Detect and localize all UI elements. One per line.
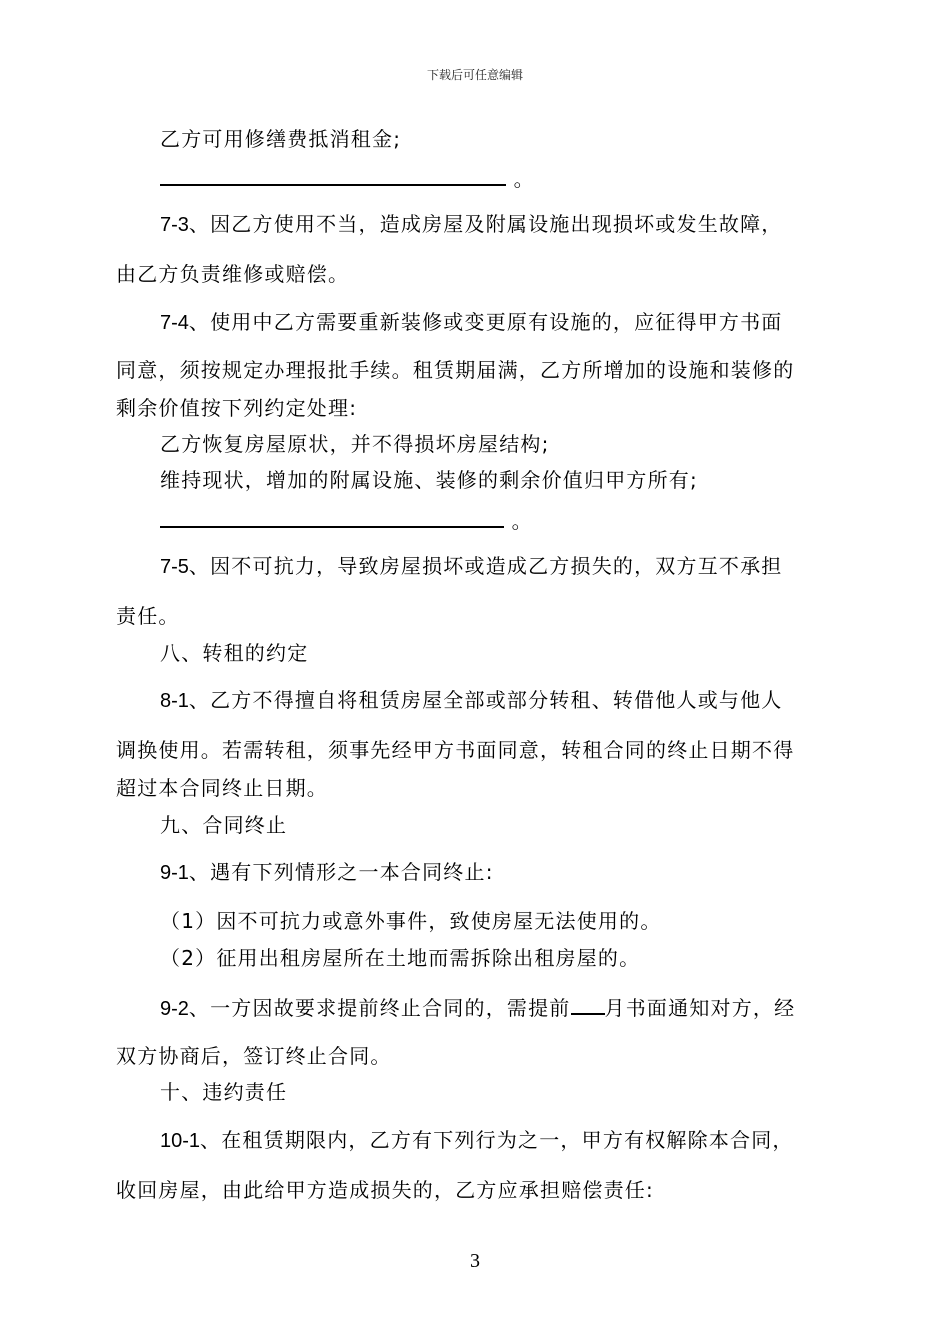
text-line-1 xyxy=(160,125,401,153)
text-line-12 xyxy=(116,602,180,630)
clause-7-4 xyxy=(160,308,783,337)
clause-9-1 xyxy=(160,858,494,887)
clause-number: 9-1 xyxy=(160,862,189,884)
text-line-25 xyxy=(116,1176,654,1204)
line-text: 、因不可抗力，导致房屋损坏或造成乙方损失的，双方互不承担 xyxy=(188,554,783,578)
line-text: 剩余价值按下列约定处理: xyxy=(116,396,358,420)
line-text: 同意，须按规定办理报批手续。租赁期届满，乙方所增加的设施和装修的 xyxy=(116,358,795,382)
clause-number: 7-3 xyxy=(160,214,189,236)
blank-underline[interactable] xyxy=(571,997,605,1015)
text-line-4 xyxy=(116,260,349,288)
line-text: 乙方恢复房屋原状，并不得损坏房屋结构; xyxy=(160,432,550,456)
text-line-7 xyxy=(116,394,357,422)
clause-number: 9-2 xyxy=(160,998,189,1020)
line-text: 、遇有下列情形之一本合同终止: xyxy=(188,860,494,884)
line-text: （2）征用出租房屋所在土地而需拆除出租房屋的。 xyxy=(160,946,641,970)
clause-10-1 xyxy=(160,1126,794,1155)
line-text: 调换使用。若需转租，须事先经甲方书面同意，转租合同的终止日期不得 xyxy=(116,738,795,762)
line-text: 由乙方负责维修或赔偿。 xyxy=(116,262,350,286)
fill-in-line-1 xyxy=(160,165,535,193)
clause-number: 7-5 xyxy=(160,556,189,578)
line-text: 责任。 xyxy=(116,604,180,628)
text-line-8 xyxy=(160,430,550,458)
text-line-9 xyxy=(160,466,698,494)
line-text: （1）因不可抗力或意外事件，致使房屋无法使用的。 xyxy=(160,909,662,933)
line-text: 超过本合同终止日期。 xyxy=(116,776,328,800)
line-text: 、一方因故要求提前终止合同的，需提前 xyxy=(188,996,571,1020)
section-heading-8 xyxy=(160,639,308,667)
line-text: 、因乙方使用不当，造成房屋及附属设施出现损坏或发生故障， xyxy=(188,212,783,236)
clause-number: 7-4 xyxy=(160,312,189,334)
section-heading-10 xyxy=(160,1078,287,1106)
line-text: 月书面通知对方，经 xyxy=(604,996,796,1020)
page-number: 3 xyxy=(470,1250,480,1272)
text-line-15 xyxy=(116,736,794,764)
page-header: 下载后可任意编辑 xyxy=(426,68,523,82)
line-text: 、乙方不得擅自将租赁房屋全部或部分转租、转借他人或与他人 xyxy=(188,688,783,712)
line-text: 、在租赁期限内，乙方有下列行为之一，甲方有权解除本合同， xyxy=(200,1128,794,1152)
text-line-20 xyxy=(160,944,640,972)
section-heading-9 xyxy=(160,811,287,839)
line-text: 九、合同终止 xyxy=(160,813,288,837)
text-line-16 xyxy=(116,774,328,802)
clause-9-2 xyxy=(160,994,795,1023)
line-text: 乙方可用修缮费抵消租金; xyxy=(160,127,402,151)
blank-underline[interactable] xyxy=(160,510,504,528)
line-text: 双方协商后，签订终止合同。 xyxy=(116,1044,392,1068)
text-line-22 xyxy=(116,1042,392,1070)
clause-number: 10-1 xyxy=(160,1130,201,1152)
clause-7-3 xyxy=(160,210,783,239)
line-text: 。 xyxy=(511,509,533,533)
line-text: 十、违约责任 xyxy=(160,1080,288,1104)
clause-8-1 xyxy=(160,686,783,715)
text-line-19 xyxy=(160,907,662,935)
line-text: 八、转租的约定 xyxy=(160,641,309,665)
blank-underline[interactable] xyxy=(160,168,506,186)
line-text: 收回房屋，由此给甲方造成损失的，乙方应承担赔偿责任: xyxy=(116,1178,654,1202)
clause-7-5 xyxy=(160,552,783,581)
fill-in-line-2 xyxy=(160,507,533,535)
line-text: 。 xyxy=(513,167,535,191)
clause-number: 8-1 xyxy=(160,690,189,712)
line-text: 、使用中乙方需要重新装修或变更原有设施的，应征得甲方书面 xyxy=(188,310,783,334)
text-line-6 xyxy=(116,356,794,384)
line-text: 维持现状，增加的附属设施、装修的剩余价值归甲方所有; xyxy=(160,468,698,492)
